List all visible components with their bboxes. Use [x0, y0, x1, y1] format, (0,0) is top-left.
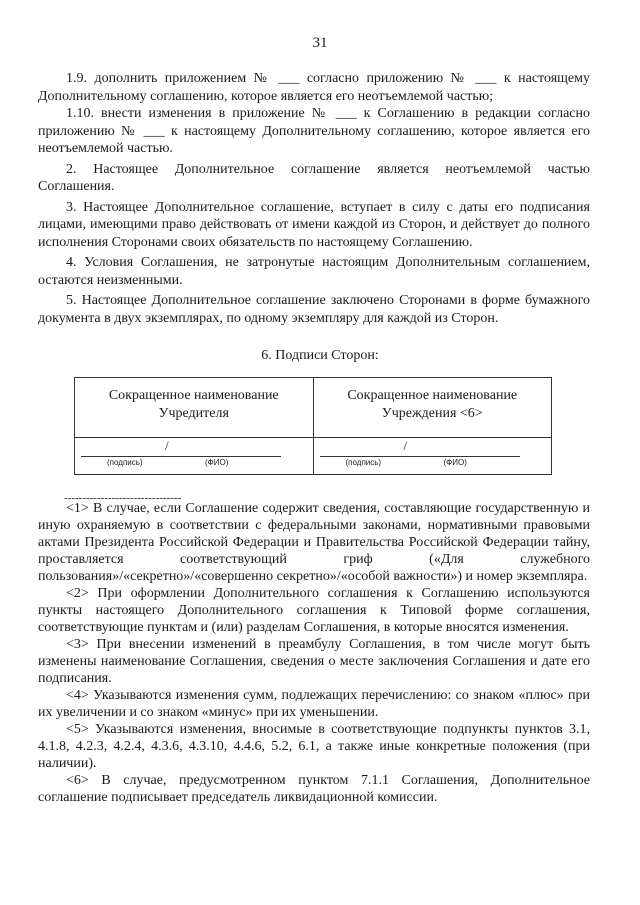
institution-sign-label: (подпись): [345, 458, 382, 467]
footnote-3: <3> При внесении изменений в преамбулу Соглашения, в том числе могут быть изменены наименование Соглашения, сведения о месте заключения Соглашения и дате его подписания.: [38, 637, 590, 686]
signatures-table: [74, 377, 552, 475]
founder-signature-line: [81, 450, 281, 457]
clause-1-9: 1.9. дополнить приложением № ___ согласно приложению № ___ к настоящему Дополнительному соглашению, которое является его неотъемлемой частью;: [38, 71, 590, 104]
footnote-5: <5> Указываются изменения, вносимые в соответствующие подпункты пунктов 3.1, 4.1.8, 4.2.3, 4.2.4, 4.3.6, 4.3.10, 4.4.6, 5.2, 6.1, а также иные конкретные положения (при наличии).: [38, 722, 590, 771]
footnote-6: <6> В случае, предусмотренном пунктом 7.1.1 Соглашения, Дополнительное соглашение подписывает председатель ликвидационной комиссии.: [38, 773, 590, 805]
footnote-1: <1> В случае, если Соглашение содержит сведения, составляющие государственную и иную охраняемую в соответствии с федеральными законами, нормативными правовыми актами Президента Российской Федерации и Правительства Российской Федерации тайну, проставляется соответствующий гриф («Для служебного пользования»/«секретно»/«совершенно секретно»/«особой важности») и номер экземпляра.: [38, 501, 590, 584]
footnotes: [38, 500, 590, 806]
signatures-title: 6. Подписи Сторон:: [261, 348, 379, 363]
clause-1-10: 1.10. внести изменения в приложение № ___ к Соглашению в редакции согласно приложению № ___ к настоящему Дополнительному соглашению, которое является его неотъемлемой частью.: [38, 106, 590, 156]
clause-5: 5. Настоящее Дополнительное соглашение заключено Сторонами в форме бумажного документа в двух экземплярах, по одному экземпляру для каждой из Сторон.: [38, 293, 590, 326]
clause-3: 3. Настоящее Дополнительное соглашение, вступает в силу с даты его подписания лицами, имеющими право действовать от имени каждой из Сторон, и действует до полного исполнения Сторонами своих обязательств по настоящему Соглашению.: [38, 199, 590, 250]
footnote-separator: --------------------------------: [64, 492, 182, 504]
footnote-2: <2> При оформлении Дополнительного соглашения к Соглашению используются пункты настоящего Дополнительного соглашения к Типовой форме соглашения, соответствующие пунктам и (или) разделам Соглашения, в которые вносятся изменения.: [38, 586, 590, 635]
institution-signature-cell: [313, 438, 552, 475]
institution-name-label: (ФИО): [443, 458, 467, 467]
footnote-4: <4> Указываются изменения сумм, подлежащих перечислению: со знаком «плюс» при их увеличении и со знаком «минус» при их уменьшении.: [38, 688, 590, 720]
agreement-clauses: [38, 70, 590, 327]
institution-slash: /: [403, 438, 408, 453]
founder-name-label: (ФИО): [205, 458, 229, 467]
founder-sign-label: (подпись): [107, 458, 143, 467]
institution-header: Сокращенное наименование Учреждения <6>: [313, 378, 552, 438]
page-number: 31: [312, 35, 328, 51]
institution-signature-line: [320, 450, 520, 457]
founder-signature-cell: [75, 438, 314, 475]
clause-2: 2. Настоящее Дополнительное соглашение является неотъемлемой частью Соглашения.: [38, 161, 590, 194]
founder-header: Сокращенное наименование Учредителя: [75, 378, 314, 438]
clause-4: 4. Условия Соглашения, не затронутые настоящим Дополнительным соглашением, остаются неизменными.: [38, 255, 590, 288]
founder-slash: /: [165, 438, 169, 453]
